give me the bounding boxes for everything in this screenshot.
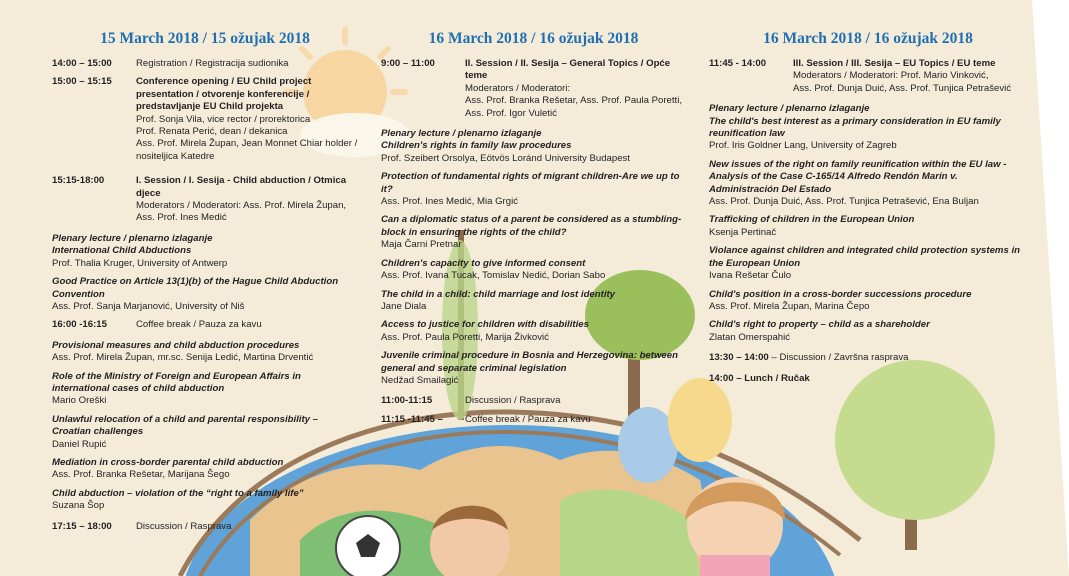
day1-column (52, 30, 358, 539)
talk-item (381, 258, 686, 283)
talk-author: Zlatan Omerspahić (709, 331, 791, 343)
talk-title: The child in a child: child marriage and lost identity (381, 288, 616, 300)
schedule-row (709, 373, 1027, 385)
slot-title: Conference opening / EU Child project presentation / otvorenje konferencije / predstavljanje EU Child projekta (136, 76, 312, 113)
talk-subtitle: International Child Abductions (52, 245, 192, 257)
slot-title: I. Session / I. Sesija - Child abduction / Otmica djece (136, 175, 347, 199)
talk-item (52, 457, 358, 482)
talk-item (709, 214, 1027, 239)
day1-heading: 15 March 2018 / 15 ožujak 2018 (100, 30, 310, 47)
talk-author: Maja Čarni Pretnar (381, 239, 462, 251)
talk-title: Role of the Ministry of Foreign and European Affairs in international cases of child abduction (52, 370, 301, 394)
slot-person: Ass. Prof. Mirela Župan, Jean Monnet Chiar holder / nositeljica Katedre (136, 138, 358, 162)
talk-author: Ass. Prof. Dunja Duić, Ass. Prof. Tunjica Petrašević, Ena Buljan (709, 196, 979, 208)
slot-title: III. Session / III. Sesija – EU Topics / EU teme (793, 58, 996, 69)
talk-author: Ass. Prof. Ivana Tucak, Tomislav Nedić, Dorian Sabo (381, 270, 606, 282)
talk-title: Plenary lecture / plenarno izlaganje (381, 128, 542, 140)
talk-title: Unlawful relocation of a child and parental responsibility – Croatian challenges (52, 413, 319, 438)
talk-title: Plenary lecture / plenarno izlaganje (52, 232, 213, 244)
slot-title: Discussion / Rasprava (465, 395, 561, 407)
slot-title: Discussion / Rasprava (136, 520, 232, 532)
talk-author: Prof. Szeibert Orsolya, Eötvös Loránd University Budapest (381, 152, 631, 164)
schedule-row (709, 352, 1027, 364)
slot-person: Prof. Renata Perić, dean / dekanica (136, 126, 288, 138)
talk-title: Child abduction – violation of the “right to a family life” (52, 487, 304, 499)
slot-person: Ass. Prof. Igor Vuletić (465, 107, 557, 119)
schedule-row (709, 58, 1027, 95)
slot-time: 16:00 -16:15 (52, 319, 107, 331)
slot-person: Moderators / Moderatori: Ass. Prof. Mirela Župan, Ass. Prof. Ines Medić (136, 200, 347, 224)
talk-author: Mario Oreški (52, 395, 107, 407)
schedule-row (381, 395, 686, 407)
talk-title: Can a diplomatic status of a parent be considered as a stumbling-block in ensuring the rights of the child? (381, 214, 682, 238)
talk-author: Jane Diala (381, 300, 427, 312)
talk-author: Prof. Iris Goldner Lang, University of Zagreb (709, 140, 897, 152)
talk-item (381, 350, 686, 387)
talk-title: Good Practice on Article 13(1)(b) of the Hague Child Abduction Convention (52, 276, 339, 300)
talk-item (52, 371, 358, 408)
day2-heading: 16 March 2018 / 16 ožujak 2018 (428, 30, 639, 47)
talk-author: Ass. Prof. Mirela Župan, mr.sc. Senija Ledić, Martina Drventić (52, 352, 314, 364)
child-boy (430, 505, 510, 576)
talk-title: Access to justice for children with disabilities (381, 319, 589, 331)
talk-author: Nedžad Smailagić (381, 374, 459, 386)
talk-item (709, 289, 1027, 314)
talk-author: Prof. Thalia Kruger, University of Antwerp (52, 257, 228, 269)
slot-time: 13:30 – 14:00 (709, 352, 769, 364)
slot-time: 14:00 – 15:00 (52, 58, 112, 69)
talk-author: Daniel Rupić (52, 438, 107, 450)
talk-item (381, 214, 686, 251)
schedule-row (52, 76, 358, 163)
talk-item (709, 319, 1027, 344)
talk-title: Juvenile criminal procedure in Bosnia and Herzegovina: between general and separate criminal legislation (381, 350, 678, 374)
slot-title: Registration / Registracija sudionika (136, 58, 289, 69)
talk-item (381, 128, 686, 165)
slot-time: 11:00-11:15 (381, 395, 433, 407)
schedule-row (381, 58, 686, 120)
talk-item (381, 319, 686, 344)
talk-item (52, 276, 358, 313)
talk-title: Provisional measures and child abduction procedures (52, 339, 300, 351)
talk-item (381, 289, 686, 314)
slot-title: II. Session / II. Sesija – General Topics / Opće teme (465, 58, 671, 82)
slot-person: Ass. Prof. Branka Rešetar, Ass. Prof. Paula Poretti, (465, 95, 683, 107)
talk-item (52, 488, 358, 513)
talk-author: Ksenja Pertinač (709, 226, 777, 238)
talk-title: Plenary lecture / plenarno izlaganje (709, 103, 870, 115)
talk-author: Ass. Prof. Mirela Župan, Marina Čepo (709, 300, 870, 312)
talk-title: Violance against children and integrated child protection systems in the European Union (709, 245, 1020, 269)
slot-title: Coffee break / Pauza za kavu (136, 319, 262, 331)
talk-author: Ass. Prof. Branka Rešetar, Marijana Šego (52, 469, 230, 481)
talk-title: Children's capacity to give informed consent (381, 257, 586, 269)
schedule-row (381, 414, 686, 426)
talk-author: Suzana Šop (52, 500, 105, 512)
talk-title: Mediation in cross-border parental child abduction (52, 456, 284, 468)
day3-column (709, 30, 1027, 391)
slot-time: 9:00 – 11:00 (381, 58, 435, 69)
schedule-row (52, 319, 358, 331)
talk-subtitle: Children's rights in family law procedures (381, 140, 572, 152)
talk-title: Trafficking of children in the European Union (709, 214, 915, 226)
slot-time: 11:45 - 14:00 (709, 58, 767, 69)
slot-time: 15:15-18:00 (52, 175, 105, 187)
slot-person: Prof. Sonja Vila, vice rector / prorektorica (136, 113, 311, 125)
talk-title: New issues of the right on family reunification within the EU law - Analysis of the Case C-165/14 Alfredo Rendón Marín v. Administración Del Estado (709, 158, 1007, 195)
slot-time: 11:15 -11:45 – (381, 413, 443, 425)
talk-item (381, 171, 686, 208)
talk-item (52, 340, 358, 365)
slot-time: 14:00 – Lunch / Ručak (709, 372, 810, 384)
slot-title: Coffee break / Pauza za kavu (465, 413, 591, 425)
talk-title: Child's right to property – child as a shareholder (709, 319, 930, 331)
talk-subtitle: The child's best interest as a primary consideration in EU family reunification law (709, 115, 1001, 140)
slot-person: Moderators / Moderatori: Prof. Mario Vinković, (793, 70, 989, 82)
slot-title: – (771, 352, 780, 364)
talk-author: Ass. Prof. Paula Poretti, Marija Živković (381, 331, 549, 343)
talk-item (709, 159, 1027, 209)
talk-item (52, 233, 358, 270)
slot-time: 15:00 – 15:15 (52, 76, 112, 88)
talk-title: Child's position in a cross-border successions procedure (709, 288, 972, 300)
day3-heading: 16 March 2018 / 16 ožujak 2018 (763, 30, 973, 47)
slot-title: Discussion / Završna rasprava (779, 352, 909, 364)
day2-column (381, 30, 686, 432)
slot-time: 17:15 – 18:00 (52, 520, 112, 532)
talk-author: Ass. Prof. Sanja Marjanović, University of Niš (52, 300, 245, 312)
slot-person: Ass. Prof. Dunja Duić, Ass. Prof. Tunjica Petrašević (793, 82, 1012, 94)
talk-item (709, 103, 1027, 153)
schedule-row (52, 58, 358, 70)
schedule-row (52, 175, 358, 225)
talk-author: Ass. Prof. Ines Medić, Mia Grgić (381, 196, 519, 208)
schedule-row (52, 521, 358, 533)
talk-item (52, 414, 358, 451)
talk-author: Ivana Rešetar Čulo (709, 270, 792, 282)
talk-title: Protection of fundamental rights of migrant children-Are we up to it? (381, 171, 680, 195)
talk-item (709, 245, 1027, 282)
slot-person: Moderators / Moderatori: (465, 82, 571, 94)
